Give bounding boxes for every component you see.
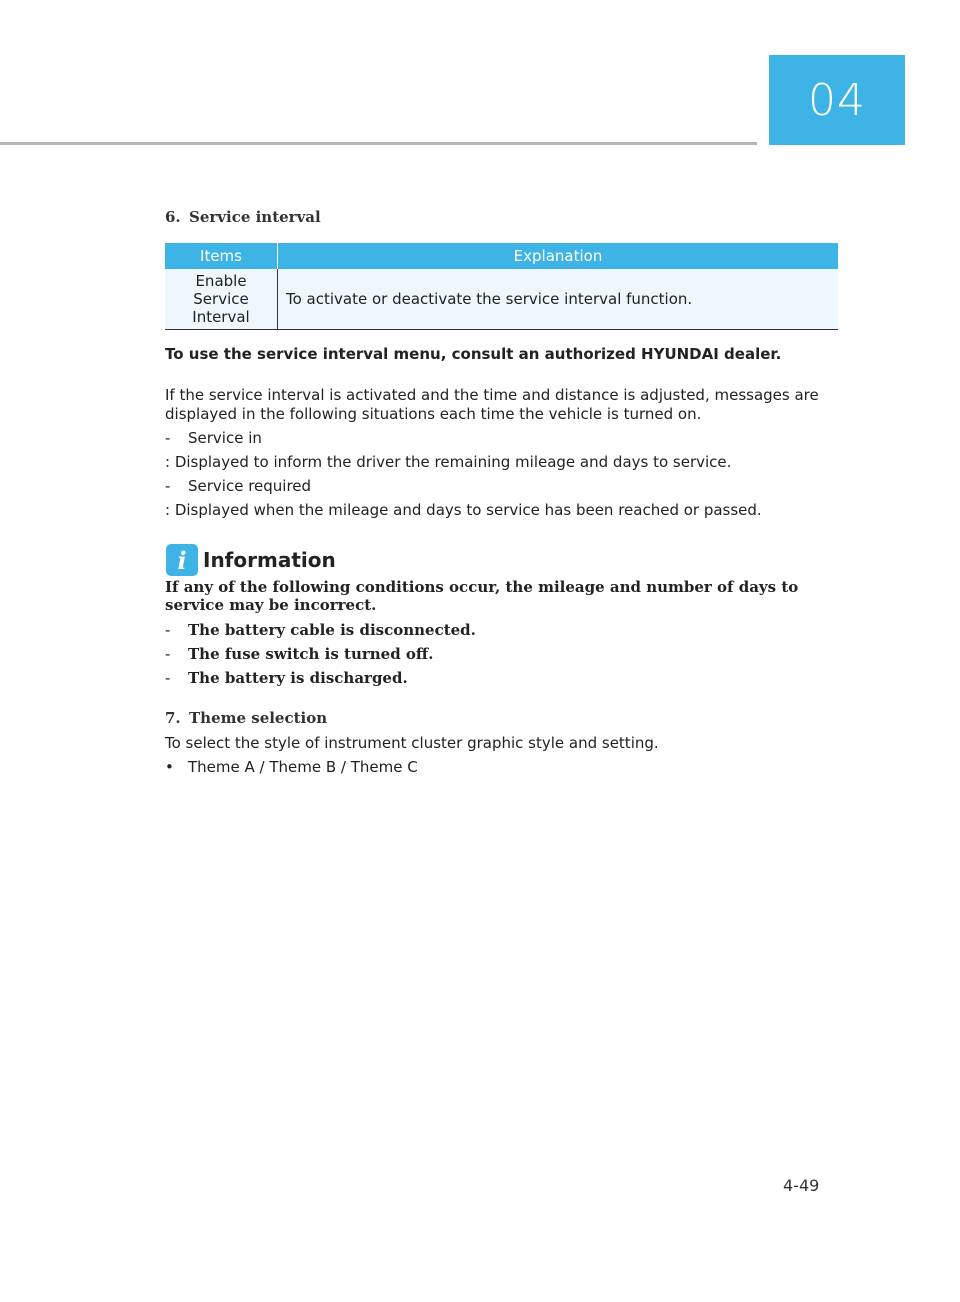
message-item-service-in — [165, 429, 845, 448]
dash-marker: - — [165, 477, 171, 495]
message-desc-service-in: : Displayed to inform the driver the remaining mileage and days to service. — [165, 453, 732, 471]
information-item-text: The battery is discharged. — [188, 669, 408, 687]
dash-marker: - — [165, 621, 171, 639]
theme-paragraph: To select the style of instrument cluster graphic style and setting. — [165, 734, 659, 752]
dealer-note: To use the service interval menu, consult an authorized HYUNDAI dealer. — [165, 345, 782, 363]
information-item — [165, 669, 845, 687]
dash-marker: - — [165, 669, 171, 687]
chapter-tab: 04 — [769, 55, 905, 145]
table-header-items: Items — [165, 243, 278, 269]
table-cell-item — [165, 269, 278, 330]
service-interval-table — [165, 243, 838, 330]
information-title: Information — [203, 548, 336, 572]
information-item-text: The battery cable is disconnected. — [188, 621, 476, 639]
message-item-service-required — [165, 477, 845, 496]
theme-options-text: Theme A / Theme B / Theme C — [188, 758, 418, 776]
table-row — [165, 269, 838, 330]
table-header-row — [165, 243, 838, 269]
item-line: Enable — [195, 272, 247, 290]
section-number: 6. — [165, 208, 181, 226]
information-item — [165, 621, 845, 639]
information-text: If any of the following conditions occur, the mileage and number of days to service may be incorrect. — [165, 578, 799, 614]
table-header-explanation: Explanation — [278, 243, 839, 269]
message-label: Service required — [188, 477, 312, 495]
section-title: Theme selection — [189, 709, 328, 727]
section-title: Service interval — [189, 208, 321, 226]
item-line: Interval — [192, 308, 250, 326]
info-icon: i — [166, 544, 198, 576]
intro-paragraph: If the service interval is activated and the time and distance is adjusted, messages are displayed in the following situations each time the vehicle is turned on. — [165, 386, 819, 423]
bullet-marker: • — [165, 758, 174, 776]
dash-marker: - — [165, 429, 171, 447]
message-desc-service-required: : Displayed when the mileage and days to service has been reached or passed. — [165, 501, 762, 519]
dash-marker: - — [165, 645, 171, 663]
table-cell-explanation: To activate or deactivate the service interval function. — [278, 269, 839, 330]
message-label: Service in — [188, 429, 262, 447]
section-heading-service-interval — [165, 208, 321, 226]
theme-bullet-item — [165, 758, 845, 777]
header-rule — [0, 142, 757, 145]
information-item-text: The fuse switch is turned off. — [188, 645, 434, 663]
page-number: 4-49 — [783, 1176, 820, 1195]
information-item — [165, 645, 845, 663]
item-line: Service — [193, 290, 249, 308]
section-heading-theme-selection — [165, 709, 327, 727]
section-number: 7. — [165, 709, 181, 727]
